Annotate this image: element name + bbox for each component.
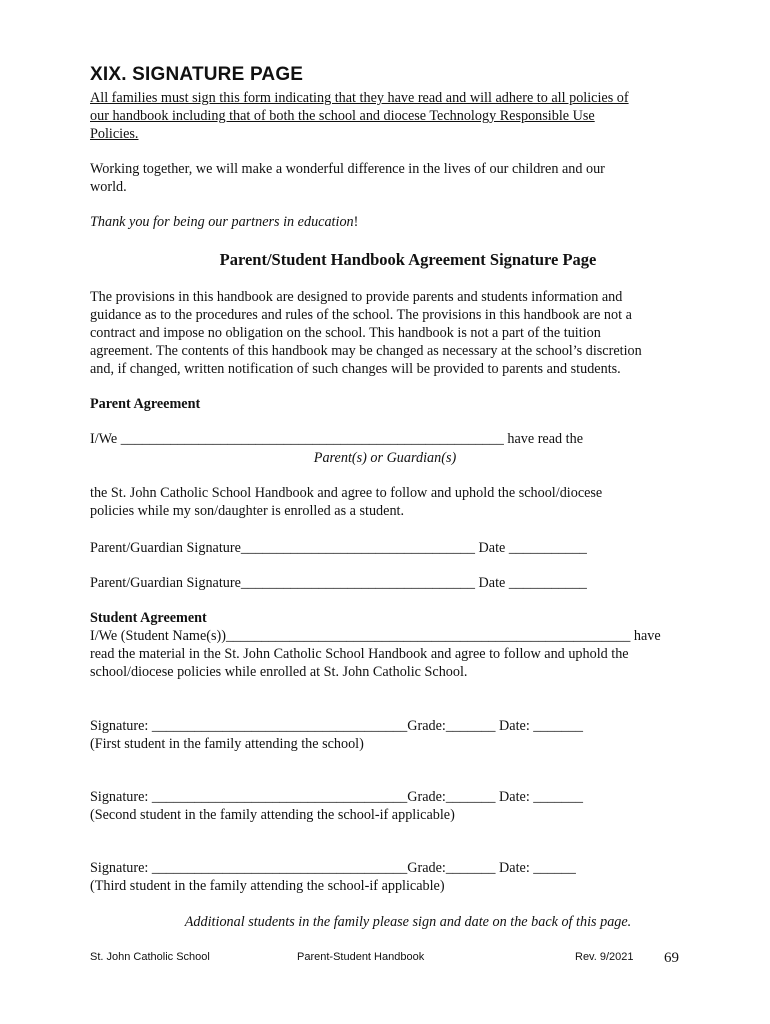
student-signature-caption: (First student in the family attending the school) — [90, 736, 364, 752]
provisions-line: contract and impose no obligation on the school. This handbook is not a part of the tuition — [90, 325, 601, 341]
thanks-text: Thank you for being our partners in education — [90, 214, 354, 230]
thanks-line — [90, 213, 680, 231]
student-signature-block-3 — [90, 859, 680, 895]
student-signature-block-1 — [90, 717, 680, 753]
guardians-caption: Parent(s) or Guardian(s) — [313, 450, 457, 466]
intro-line: our handbook including that of both the school and diocese Technology Responsible Use — [90, 108, 595, 124]
student-signature-field[interactable]: Signature: ____________________________________Grade:_______ Date: ______ — [90, 860, 576, 876]
parent-statement-line: policies while my son/daughter is enrolled as a student. — [90, 503, 405, 519]
page-heading: XIX. SIGNATURE PAGE — [90, 64, 304, 85]
provisions-line: guidance as to the procedures and rules of the school. The provisions in this handbook are not a — [90, 307, 632, 323]
intro-line: Policies. — [90, 126, 139, 142]
page-number: 69 — [664, 950, 679, 966]
intro-paragraph — [90, 89, 680, 143]
student-signature-field[interactable]: Signature: ____________________________________Grade:_______ Date: _______ — [90, 789, 583, 805]
working-paragraph — [90, 160, 680, 196]
student-names-field[interactable]: I/We (Student Name(s))_________________________________________________________ have — [90, 628, 661, 644]
student-statement-line: read the material in the St. John Catholic School Handbook and agree to follow and uphold the — [90, 646, 629, 662]
provisions-line: agreement. The contents of this handbook may be changed as necessary at the school’s discretion — [90, 343, 642, 359]
provisions-paragraph — [90, 288, 680, 378]
footer-document: Parent-Student Handbook — [297, 951, 425, 963]
working-line: world. — [90, 179, 127, 195]
student-signature-caption: (Third student in the family attending the school-if applicable) — [90, 878, 445, 894]
thanks-punct: ! — [353, 214, 359, 230]
student-agreement-heading: Student Agreement — [90, 610, 207, 626]
parent-agreement-heading: Parent Agreement — [90, 396, 201, 412]
provisions-line: and, if changed, written notification of such changes will be provided to parents and students. — [90, 361, 621, 377]
student-signature-caption: (Second student in the family attending the school-if applicable) — [90, 807, 455, 823]
student-statement-line: school/diocese policies while enrolled at St. John Catholic School. — [90, 664, 468, 680]
student-signature-block-2 — [90, 788, 680, 824]
parent-statement-line: the St. John Catholic School Handbook and agree to follow and uphold the school/diocese — [90, 485, 603, 501]
provisions-line: The provisions in this handbook are designed to provide parents and students information and — [90, 289, 623, 305]
footer-revision: Rev. 9/2021 — [575, 951, 634, 963]
student-signature-field[interactable]: Signature: ____________________________________Grade:_______ Date: _______ — [90, 718, 583, 734]
parent-names-field[interactable]: I/We ______________________________________________________ have read the — [90, 431, 583, 447]
parent-signature-field-2[interactable]: Parent/Guardian Signature_________________________________ Date ___________ — [90, 575, 587, 591]
intro-line: All families must sign this form indicating that they have read and will adhere to all policies of — [90, 90, 629, 106]
additional-students-note: Additional students in the family please sign and date on the back of this page. — [184, 914, 632, 930]
agreement-title: Parent/Student Handbook Agreement Signature Page — [219, 250, 597, 269]
parent-statement — [90, 484, 680, 520]
footer-school: St. John Catholic School — [90, 951, 210, 963]
parent-signature-field-1[interactable]: Parent/Guardian Signature_________________________________ Date ___________ — [90, 540, 587, 556]
student-statement — [90, 627, 680, 681]
working-line: Working together, we will make a wonderful difference in the lives of our children and our — [90, 161, 605, 177]
